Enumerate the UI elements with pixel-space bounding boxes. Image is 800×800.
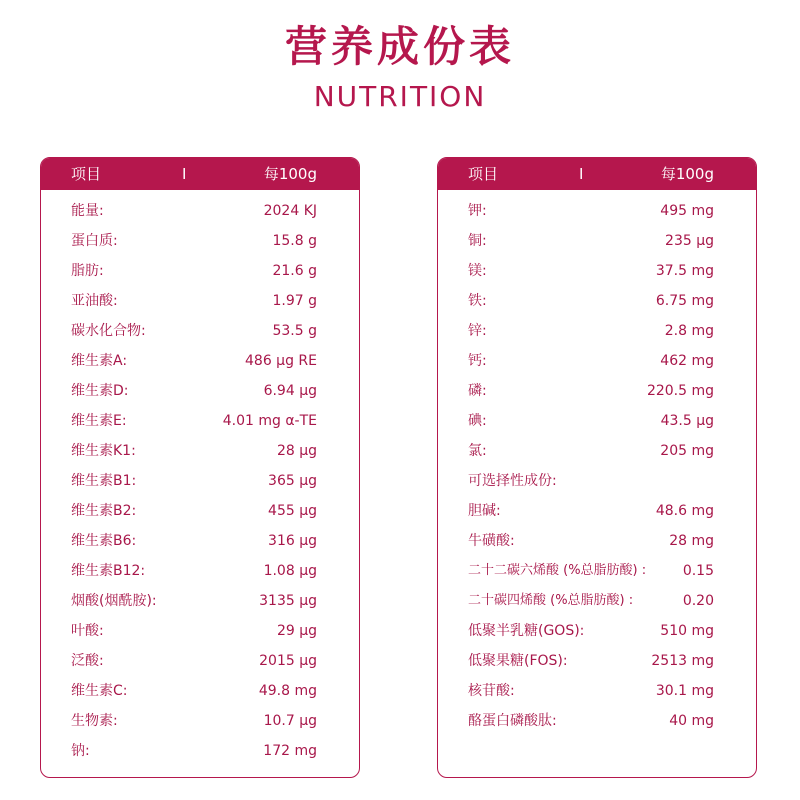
header-separator: I xyxy=(182,165,187,183)
nutrient-value: 6.94 μg xyxy=(263,383,317,399)
nutrient-label: 二十二碳六烯酸 (%总脂肪酸) : xyxy=(468,563,647,578)
table-body xyxy=(438,196,756,736)
nutrient-value: 462 mg xyxy=(660,353,714,369)
table-row xyxy=(41,436,359,466)
nutrient-label: 维生素B6: xyxy=(71,533,137,549)
nutrient-label: 胆碱: xyxy=(468,503,501,519)
table-row xyxy=(438,256,756,286)
nutrient-label: 维生素E: xyxy=(71,413,127,429)
table-row xyxy=(438,526,756,556)
header-per-100g-label: 每100g xyxy=(263,165,317,183)
nutrient-label: 锌: xyxy=(468,323,487,339)
nutrient-value: 29 μg xyxy=(276,623,317,639)
header-item-label: 项目 xyxy=(468,165,499,183)
nutrient-value: 0.20 xyxy=(682,593,714,609)
nutrient-label: 碘: xyxy=(468,413,487,429)
nutrient-label: 脂肪: xyxy=(71,263,104,279)
nutrient-value: 2024 KJ xyxy=(263,203,317,219)
table-row xyxy=(438,556,756,586)
table-row xyxy=(438,286,756,316)
nutrient-value: 235 μg xyxy=(665,233,714,249)
nutrient-value: 486 μg RE xyxy=(245,353,317,369)
nutrient-label: 二十碳四烯酸 (%总脂肪酸) : xyxy=(468,593,634,608)
nutrient-label: 泛酸: xyxy=(71,653,104,669)
nutrient-label: 维生素B1: xyxy=(71,473,137,489)
nutrient-value: 40 mg xyxy=(669,713,714,729)
nutrient-value: 6.75 mg xyxy=(655,293,714,309)
table-row xyxy=(41,286,359,316)
nutrient-value: 2513 mg xyxy=(651,653,714,669)
table-row xyxy=(438,466,756,496)
nutrient-label: 低聚半乳糖(GOS): xyxy=(468,623,585,639)
nutrient-label: 低聚果糖(FOS): xyxy=(468,653,568,669)
table-row xyxy=(438,616,756,646)
nutrient-value: 365 μg xyxy=(268,473,317,489)
nutrient-label: 钙: xyxy=(468,353,487,369)
table-row xyxy=(438,676,756,706)
nutrient-value: 316 μg xyxy=(268,533,317,549)
nutrient-label: 铁: xyxy=(468,293,487,309)
nutrient-label: 维生素A: xyxy=(71,353,128,369)
nutrient-value: 0.15 xyxy=(682,563,714,579)
nutrient-label: 维生素B12: xyxy=(71,563,146,579)
nutrient-value: 28 mg xyxy=(669,533,714,549)
nutrient-label: 叶酸: xyxy=(71,623,104,639)
nutrient-value: 4.01 mg α-TE xyxy=(222,413,317,429)
nutrient-value: 21.6 g xyxy=(272,263,317,279)
nutrient-label: 核苷酸: xyxy=(468,683,515,699)
table-row xyxy=(41,496,359,526)
table-row xyxy=(438,196,756,226)
table-row xyxy=(41,466,359,496)
nutrition-table-left xyxy=(40,157,360,778)
header-item-label: 项目 xyxy=(71,165,102,183)
table-header xyxy=(41,158,359,190)
nutrient-value: 1.97 g xyxy=(272,293,317,309)
table-row xyxy=(438,406,756,436)
table-row xyxy=(41,616,359,646)
nutrient-value: 28 μg xyxy=(276,443,317,459)
table-row xyxy=(41,736,359,766)
nutrient-value: 48.6 mg xyxy=(655,503,714,519)
table-row xyxy=(438,346,756,376)
nutrient-label: 亚油酸: xyxy=(71,293,118,309)
nutrient-value: 49.8 mg xyxy=(258,683,317,699)
nutrient-label: 钠: xyxy=(71,743,90,759)
table-row xyxy=(41,706,359,736)
header-separator: I xyxy=(579,165,584,183)
table-row xyxy=(41,316,359,346)
nutrient-label: 维生素C: xyxy=(71,683,128,699)
nutrient-label: 铜: xyxy=(468,233,487,249)
table-row xyxy=(41,586,359,616)
table-row xyxy=(41,406,359,436)
nutrient-label: 磷: xyxy=(468,383,487,399)
nutrient-label: 牛磺酸: xyxy=(468,533,515,549)
table-row xyxy=(438,646,756,676)
nutrient-value: 510 mg xyxy=(660,623,714,639)
nutrient-label: 生物素: xyxy=(71,713,118,729)
nutrient-value: 495 mg xyxy=(660,203,714,219)
page-subtitle: NUTRITION xyxy=(313,80,487,113)
nutrient-value: 2.8 mg xyxy=(664,323,714,339)
nutrient-value: 43.5 μg xyxy=(660,413,714,429)
table-body xyxy=(41,196,359,766)
table-row xyxy=(41,376,359,406)
nutrient-label: 酪蛋白磷酸肽: xyxy=(468,713,557,729)
nutrient-value: 455 μg xyxy=(268,503,317,519)
table-row xyxy=(41,646,359,676)
nutrient-value: 205 mg xyxy=(660,443,714,459)
nutrient-label: 碳水化合物: xyxy=(71,323,146,339)
nutrient-value: 172 mg xyxy=(263,743,317,759)
nutrient-value: 53.5 g xyxy=(272,323,317,339)
table-row xyxy=(41,256,359,286)
table-row xyxy=(41,676,359,706)
table-row xyxy=(41,346,359,376)
table-row xyxy=(41,526,359,556)
nutrient-value: 10.7 μg xyxy=(263,713,317,729)
nutrition-table-right xyxy=(437,157,757,778)
table-header xyxy=(438,158,756,190)
nutrient-label: 蛋白质: xyxy=(71,233,118,249)
nutrient-value: 30.1 mg xyxy=(655,683,714,699)
table-row xyxy=(438,436,756,466)
nutrient-label: 镁: xyxy=(468,263,487,279)
header-per-100g-label: 每100g xyxy=(660,165,714,183)
nutrient-label: 氯: xyxy=(468,443,487,459)
table-row xyxy=(438,706,756,736)
nutrient-label: 维生素D: xyxy=(71,383,129,399)
nutrient-label: 烟酸(烟酰胺): xyxy=(71,593,157,609)
table-row xyxy=(438,316,756,346)
nutrient-value: 15.8 g xyxy=(272,233,317,249)
table-row xyxy=(438,226,756,256)
table-row xyxy=(41,226,359,256)
nutrient-label: 钾: xyxy=(468,203,487,219)
nutrient-label: 维生素B2: xyxy=(71,503,137,519)
table-row xyxy=(41,556,359,586)
nutrient-label: 能量: xyxy=(71,203,104,219)
nutrient-value: 2015 μg xyxy=(259,653,317,669)
table-row xyxy=(438,586,756,616)
nutrient-value: 1.08 μg xyxy=(263,563,317,579)
nutrient-label: 可选择性成份: xyxy=(468,473,557,489)
nutrient-value: 37.5 mg xyxy=(655,263,714,279)
page-title: 营养成份表 xyxy=(284,22,515,71)
nutrient-value: 3135 μg xyxy=(259,593,317,609)
table-row xyxy=(438,496,756,526)
nutrient-value: 220.5 mg xyxy=(646,383,714,399)
nutrient-label: 维生素K1: xyxy=(71,443,136,459)
table-row xyxy=(438,376,756,406)
table-row xyxy=(41,196,359,226)
